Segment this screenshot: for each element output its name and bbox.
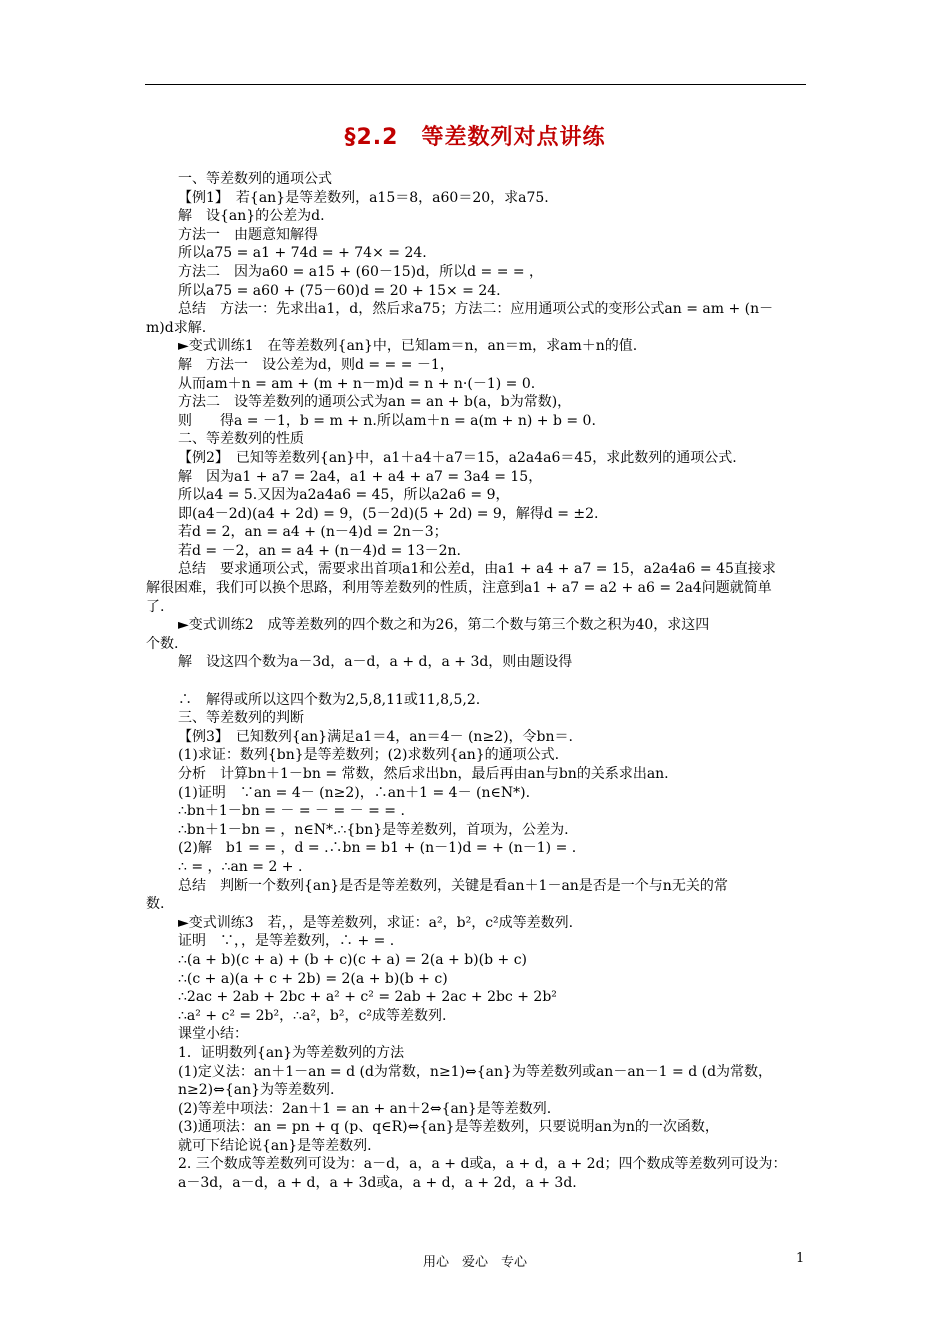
text-line: 二、等差数列的性质 — [178, 431, 304, 448]
text-line: 方法二 因为a60 = a15 + (60－15)d，所以d = = = ， — [178, 263, 544, 280]
text-line: 总结 要求通项公式，需要求出首项a1和公差d，由a1 + a4 + a7 = 15，a2a4a6 = 45直接求 — [178, 561, 776, 578]
header-rule — [145, 84, 806, 85]
text-line: 课堂小结： — [178, 1026, 248, 1043]
page-number: 1 — [796, 1251, 805, 1266]
text-line: 解 设{an}的公差为d. — [178, 208, 325, 225]
text-line: 一、等差数列的通项公式 — [178, 171, 332, 187]
text-line: 解 设这四个数为a－3d，a－d，a + d，a + 3d，则由题设得 — [178, 654, 573, 671]
text-line: 方法二 设等差数列的通项公式为an = an + b(a，b为常数)， — [178, 394, 572, 411]
text-line: (2)等差中项法：2an＋1 = an + an＋2⇔{an}是等差数列. — [178, 1100, 552, 1117]
page-title: §2.2 等差数列对点讲练 — [344, 125, 606, 150]
text-line: 个数. — [146, 635, 179, 652]
text-line: (1)求证：数列{bn}是等差数列；(2)求数列{an}的通项公式. — [178, 747, 560, 764]
text-line: 所以a75 = a60 + (75－60)d = 20 + 15× = 24. — [178, 282, 501, 299]
text-line: 【例3】 已知数列{an}满足a1＝4，an＝4－ (n≥2)，令bn＝. — [178, 728, 573, 745]
text-line: ►变式训练3 若，，是等差数列，求证：a²，b²，c²成等差数列. — [178, 914, 574, 931]
text-line: a－3d，a－d，a + d，a + 3d或a，a + d，a + 2d，a + 3d. — [178, 1175, 577, 1192]
text-line: ∴2ac + 2ab + 2bc + a² + c² = 2ab + 2ac + 2bc + 2b² — [178, 989, 557, 1006]
text-line: 就可下结论说{an}是等差数列. — [178, 1137, 372, 1154]
text-line: 数. — [146, 896, 165, 913]
text-line — [146, 672, 808, 691]
text-line: ∴bn＋1－bn = ，n∈N*.∴{bn}是等差数列，首项为，公差为. — [178, 821, 569, 838]
text-line: 总结 判断一个数列{an}是否是等差数列，关键是看an＋1－an是否是一个与n无关的常 — [178, 877, 728, 894]
text-line: 1．证明数列{an}为等差数列的方法 — [178, 1044, 405, 1061]
text-line: ∴(c + a)(a + c + 2b) = 2(a + b)(b + c) — [178, 970, 448, 987]
text-line: 【例1】 若{an}是等差数列，a15＝8，a60＝20，求a75. — [178, 189, 549, 206]
text-line: 所以a75 = a1 + 74d = + 74× = 24. — [178, 245, 427, 262]
text-line: 若d = 2，an = a4 + (n－4)d = 2n－3； — [178, 524, 448, 541]
text-line: ∴ 解得或所以这四个数为2,5,8,11或11,8,5,2. — [178, 691, 481, 708]
text-line: 2. 三个数成等差数列可设为：a－d，a，a + d或a，a + d，a + 2d；四个数成等差数列可设为： — [178, 1156, 787, 1173]
text-line: 则 得a = －1，b = m + n.所以am＋n = a(m + n) + b = 0. — [178, 412, 596, 429]
text-line: ∴ = ，∴an = 2 + . — [178, 858, 303, 875]
text-line: n≥2)⇔{an}为等差数列. — [178, 1082, 335, 1099]
text-line: 了. — [146, 598, 165, 615]
text-line: ∴a² + c² = 2b²，∴a²，b²，c²成等差数列. — [178, 1007, 447, 1024]
text-line: (1)证明 ∵an = 4－ (n≥2)，∴an＋1 = 4－ (n∈N*). — [178, 784, 531, 801]
text-line: 总结 方法一：先求出a1，d，然后求a75；方法二：应用通项公式的变形公式an = am + (n－ — [178, 301, 774, 318]
text-line: 所以a4 = 5.又因为a2a4a6 = 45，所以a2a6 = 9， — [178, 487, 510, 504]
text-line: ∴(a + b)(c + a) + (b + c)(c + a) = 2(a + b)(b + c) — [178, 951, 528, 968]
text-line: ►变式训练2 成等差数列的四个数之和为26，第二个数与第三个数之积为40，求这四 — [178, 617, 710, 634]
text-line: 解 因为a1 + a7 = 2a4，a1 + a4 + a7 = 3a4 = 15， — [178, 468, 543, 485]
footer-motto: 用心 爱心 专心 — [422, 1255, 527, 1270]
text-line: ►变式训练1 在等差数列{an}中，已知am＝n，an＝m，求am＋n的值. — [178, 338, 638, 355]
text-line: 分析 计算bn＋1－bn = 常数，然后求出bn，最后再由an与bn的关系求出an. — [178, 766, 669, 782]
text-line: (2)解 b1 = = ，d = .∴bn = b1 + (n－1)d = + (n－1) = . — [178, 840, 577, 857]
text-line: 证明 ∵，，是等差数列，∴ + = . — [178, 933, 395, 950]
text-line: 解 方法一 设公差为d，则d = = = －1， — [178, 356, 454, 373]
text-line: 从而am＋n = am + (m + n－m)d = n + n·(－1) = 0. — [178, 375, 536, 392]
text-line: (3)通项法：an = pn + q (p、q∈R)⇔{an}是等差数列，只要说明an为n的一次函数， — [178, 1119, 719, 1136]
text-line: 三、等差数列的判断 — [178, 710, 304, 727]
text-line: 即(a4－2d)(a4 + 2d) = 9，(5－2d)(5 + 2d) = 9，解得d = ±2. — [178, 505, 599, 522]
text-line: 若d = －2，an = a4 + (n－4)d = 13－2n. — [178, 542, 462, 559]
text-line: (1)定义法：an＋1－an = d (d为常数，n≥1)⇔{an}为等差数列或an－an－1 = d (d为常数， — [178, 1063, 773, 1080]
text-line: m)d求解. — [146, 319, 207, 336]
text-line: 解很困难，我们可以换个思路，利用等差数列的性质，注意到a1 + a7 = a2 + a6 = 2a4问题就简单 — [146, 580, 772, 597]
text-line: 【例2】 已知等差数列{an}中，a1＋a4＋a7＝15，a2a4a6＝45，求此数列的通项公式. — [178, 449, 737, 466]
text-line: 方法一 由题意知解得 — [178, 226, 318, 243]
document-body — [146, 170, 808, 1193]
text-line: ∴bn＋1－bn = － = － = － = = . — [178, 803, 405, 820]
